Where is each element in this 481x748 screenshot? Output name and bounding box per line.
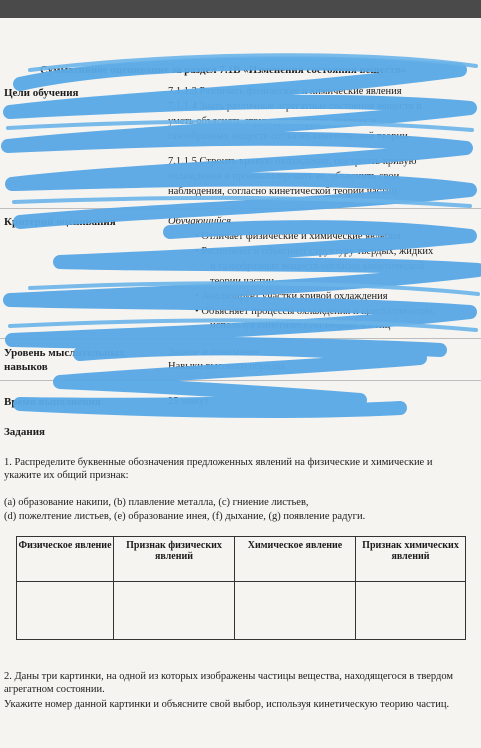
column-header: Физическое явление bbox=[17, 537, 114, 582]
task1-options-line: (d) пожелтение листьев, (e) образование инея, (f) дыхание, (g) появление радуги. bbox=[4, 511, 366, 522]
criteria-item: • Анализирует участки кривой охлаждения bbox=[195, 291, 388, 302]
criteria-item: • Распознает и объясняет структуру твердых, жидких bbox=[195, 246, 434, 257]
goal-line: газообразных веществ согласно кинетической теории bbox=[168, 131, 408, 142]
goal-line: 7.1.1.4 Знать различные агрегатные состояния веществ и bbox=[168, 101, 422, 112]
time-value: 25 минут bbox=[168, 396, 209, 407]
levels-label-2: навыков bbox=[4, 361, 48, 373]
table-row bbox=[17, 582, 466, 640]
answer-cell[interactable] bbox=[356, 582, 466, 640]
goals-label: Цели обучения bbox=[4, 87, 79, 99]
top-edge-bar bbox=[0, 0, 481, 18]
level-value: Знание и понимание bbox=[168, 347, 260, 358]
goal-line: охлаждения и проанализировать ее, объяснить свои bbox=[168, 171, 400, 182]
document-title: Суммативное оценивание за раздел 7.1В «Изменения состояния веществ» bbox=[40, 64, 407, 76]
goal-line: наблюдения, согласно кинетической теории частиц bbox=[168, 186, 398, 197]
table-header-row bbox=[17, 537, 466, 582]
row-divider bbox=[0, 380, 481, 381]
column-header: Признак физических явлений bbox=[114, 537, 235, 582]
answer-cell[interactable] bbox=[114, 582, 235, 640]
level-value: Навыки высокого порядка bbox=[168, 361, 286, 372]
column-header: Признак химических явлений bbox=[356, 537, 466, 582]
criteria-intro: Обучающийся bbox=[168, 216, 232, 227]
criteria-item: • Объясняет процессы охлаждения и кристаллизации, bbox=[195, 306, 436, 317]
task2-prompt: 2. Даны три картинки, на одной из которых изображены частицы вещества, находящегося в твердом агрегатном состоянии. bbox=[4, 671, 454, 695]
criteria-item-continued: теории частиц bbox=[210, 276, 275, 287]
task1-prompt: 1. Распределите буквенные обозначения предложенных явлений на физические и химические и укажите их общий признак: bbox=[4, 457, 433, 481]
criteria-item-continued: используя кинетическую теорию частиц bbox=[210, 320, 391, 331]
tasks-heading: Задания bbox=[4, 426, 45, 438]
criteria-label: Критерий оценивания bbox=[4, 216, 116, 228]
task2-instruction: Укажите номер данной картинки и объясните свой выбор, используя кинетическую теорию частиц. bbox=[4, 699, 450, 710]
column-header: Химическое явление bbox=[235, 537, 356, 582]
answer-cell[interactable] bbox=[17, 582, 114, 640]
answer-cell[interactable] bbox=[235, 582, 356, 640]
levels-label: Уровень мыслительных bbox=[4, 347, 125, 359]
row-divider bbox=[0, 208, 481, 209]
criteria-item-continued: и газообразных веществ согласно кинетической bbox=[210, 261, 425, 272]
goal-line: уметь объяснять структуру твердых, жидких и bbox=[168, 116, 377, 127]
task1-options-line: (a) образование накипи, (b) плавление металла, (c) гниение листьев, bbox=[4, 497, 309, 508]
criteria-item: • Отличает физические и химические явления bbox=[195, 231, 401, 242]
goal-line: 7.1.1.3 Различать физические и химические явления bbox=[168, 86, 402, 97]
goal-line: 7.1.1.5 Строить кривую охлаждения, построить кривую bbox=[168, 156, 417, 167]
time-label: Время выполнения bbox=[4, 396, 101, 408]
classification-table bbox=[16, 536, 466, 640]
row-divider bbox=[0, 338, 481, 339]
